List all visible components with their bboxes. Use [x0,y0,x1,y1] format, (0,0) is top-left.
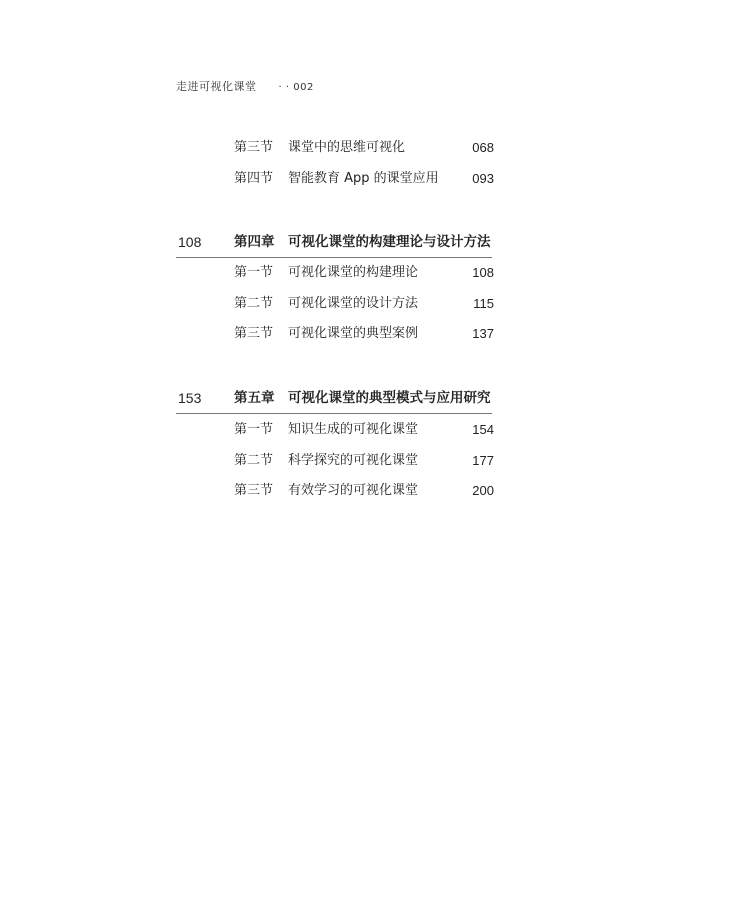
chapter-heading[interactable] [0,387,750,409]
chapter-label: 第五章 [234,390,275,406]
section-page-number: 137 [472,326,494,341]
section-label: 第三节 [234,483,274,498]
chapter-label: 第四章 [234,234,275,250]
running-header [176,78,314,94]
section-label: 第一节 [234,422,274,437]
section-title: 课堂中的思维可视化 [288,140,406,155]
chapter-heading[interactable] [0,231,750,253]
section-page-number: 200 [472,483,494,498]
toc-entry[interactable] [0,294,750,314]
section-label: 第三节 [234,140,274,155]
chapter-page-number: 153 [178,390,202,406]
chapter-divider [176,413,492,414]
section-title: 可视化课堂的设计方法 [288,296,419,311]
toc-entry[interactable] [0,420,750,440]
toc-entry[interactable] [0,324,750,344]
section-page-number: 115 [473,296,494,311]
section-page-number: 108 [472,265,494,280]
section-title: 智能教育 App 的课堂应用 [288,171,439,186]
section-label: 第三节 [234,326,274,341]
chapter-title: 可视化课堂的典型模式与应用研究 [288,390,491,406]
book-title: 走进可视化课堂 [176,80,257,93]
toc-entry[interactable] [0,138,750,158]
toc-entry[interactable] [0,169,750,189]
toc-entry[interactable] [0,263,750,283]
section-title: 有效学习的可视化课堂 [288,483,419,498]
chapter-page-number: 108 [178,234,202,250]
section-title: 可视化课堂的构建理论 [288,265,419,280]
section-label: 第四节 [234,171,274,186]
section-label: 第二节 [234,296,274,311]
section-title: 可视化课堂的典型案例 [288,326,419,341]
chapter-title: 可视化课堂的构建理论与设计方法 [288,234,491,250]
section-page-number: 177 [472,453,494,468]
section-label: 第二节 [234,453,274,468]
page-number: · · 002 [278,82,314,93]
section-title: 知识生成的可视化课堂 [288,422,419,437]
chapter-divider [176,257,492,258]
section-page-number: 154 [472,422,494,437]
section-title: 科学探究的可视化课堂 [288,453,419,468]
section-page-number: 093 [472,171,494,186]
section-label: 第一节 [234,265,274,280]
toc-entry[interactable] [0,481,750,501]
section-page-number: 068 [472,140,494,155]
toc-entry[interactable] [0,451,750,471]
